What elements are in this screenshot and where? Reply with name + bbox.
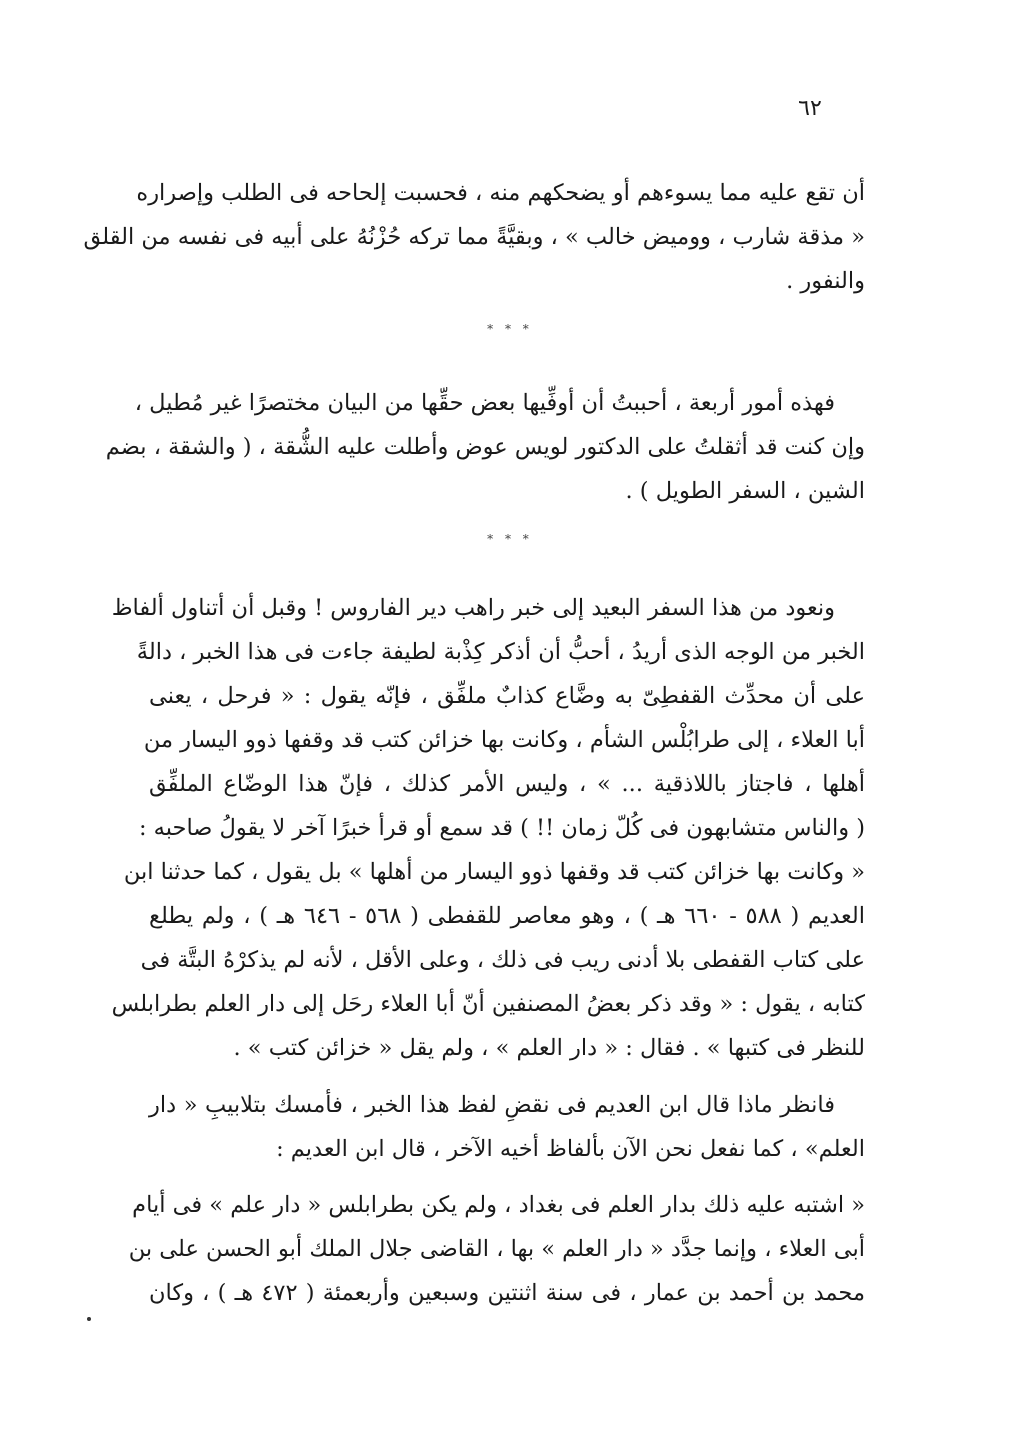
text-line: « وكانت بها خزائن كتب قد وقفها ذوو اليسار من أهلها » بل يقول ، كما حدثنا ابن <box>123 859 865 885</box>
text-line: العلم» ، كما نفعل نحن الآن بألفاظ أخيه الآخر ، قال ابن العديم : <box>276 1136 865 1162</box>
paragraph-4 <box>149 1083 865 1171</box>
page-number: ٦٢ <box>798 96 822 121</box>
text-line: فانظر ماذا قال ابن العديم فى نقضِ لفظ هذا الخبر ، فأمسك بتلابيبِ « دار <box>149 1092 835 1118</box>
text-line: والنفور . <box>786 268 865 294</box>
text-line: أهلها ، فاجتاز باللاذقية ... » ، وليس الأمر كذلك ، فإنّ هذا الوضّاع الملفِّق <box>149 771 865 797</box>
text-line: « مذقة شارب ، ووميض خالب » ، وبقيَّةً مما تركه حُزْنُهُ على أبيه فى نفسه من القلق <box>83 224 865 250</box>
text-line: الخبر من الوجه الذى أريدُ ، أحبُّ أن أذكر كِذْبة لطيفة جاءت فى هذا الخبر ، دالةً <box>136 639 865 665</box>
text-line: أبى العلاء ، وإنما جدَّد « دار العلم » بها ، القاضى جلال الملك أبو الحسن على بن <box>128 1236 865 1262</box>
text-line: فهذه أمور أربعة ، أحببتُ أن أوفِّيها بعض حقِّها من البيان مختصرًا غير مُطيل ، <box>134 390 835 416</box>
paragraph-1 <box>83 171 865 303</box>
text-line: كتابه ، يقول : « وقد ذكر بعضُ المصنفين أنّ أبا العلاء رحَل إلى دار العلم بطرابلس <box>111 991 865 1017</box>
paragraph-2 <box>105 381 865 513</box>
section-separator: * * * <box>487 322 533 336</box>
text-line: للنظر فى كتبها » . فقال : « دار العلم » ، ولم يقل « خزائن كتب » . <box>233 1035 865 1061</box>
text-line: « اشتبه عليه ذلك بدار العلم فى بغداد ، ولم يكن بطرابلس « دار علم » فى أيام <box>132 1192 865 1218</box>
text-line: وإن كنت قد أثقلتُ على الدكتور لويس عوض وأطلت عليه الشُّقة ، ( والشقة ، بضم <box>105 434 865 460</box>
text-line: العديم ( ٥٨٨ - ٦٦٠ هـ ) ، وهو معاصر للقفطى ( ٥٦٨ - ٦٤٦ هـ ) ، ولم يطلع <box>149 903 865 929</box>
text-line: على أن محدِّث القفطِىّ به وضَّاع كذابٌ ملفِّق ، فإنّه يقول : « فرحل ، يعنى <box>149 683 865 709</box>
section-separator: * * * <box>487 532 533 546</box>
text-line: أبا العلاء ، إلى طرابُلْس الشأم ، وكانت بها خزائن كتب قد وقفها ذوو اليسار من <box>143 727 865 753</box>
text-line: على كتاب القفطى بلا أدنى ريب فى ذلك ، وعلى الأقل ، لأنه لم يذكرْهُ البتَّة فى <box>140 947 865 973</box>
text-line: محمد بن أحمد بن عمار ، فى سنة اثنتين وسبعين وأربعمئة ( ٤٧٢ هـ ) ، وكان <box>149 1280 866 1306</box>
margin-dot <box>87 1317 91 1321</box>
text-line: الشين ، السفر الطويل ) . <box>625 478 865 504</box>
paragraph-5 <box>128 1183 866 1315</box>
text-line: ونعود من هذا السفر البعيد إلى خبر راهب دير الفاروس ! وقبل أن أتناول ألفاظ <box>111 595 835 621</box>
paragraph-3 <box>111 586 865 1070</box>
text-line: أن تقع عليه مما يسوءهم أو يضحكهم منه ، فحسبت إلحاحه فى الطلب وإصراره <box>136 180 865 206</box>
text-line: ( والناس متشابهون فى كُلّ زمان !! ) قد سمع أو قرأ خبرًا آخر لا يقولُ صاحبه : <box>138 815 865 841</box>
